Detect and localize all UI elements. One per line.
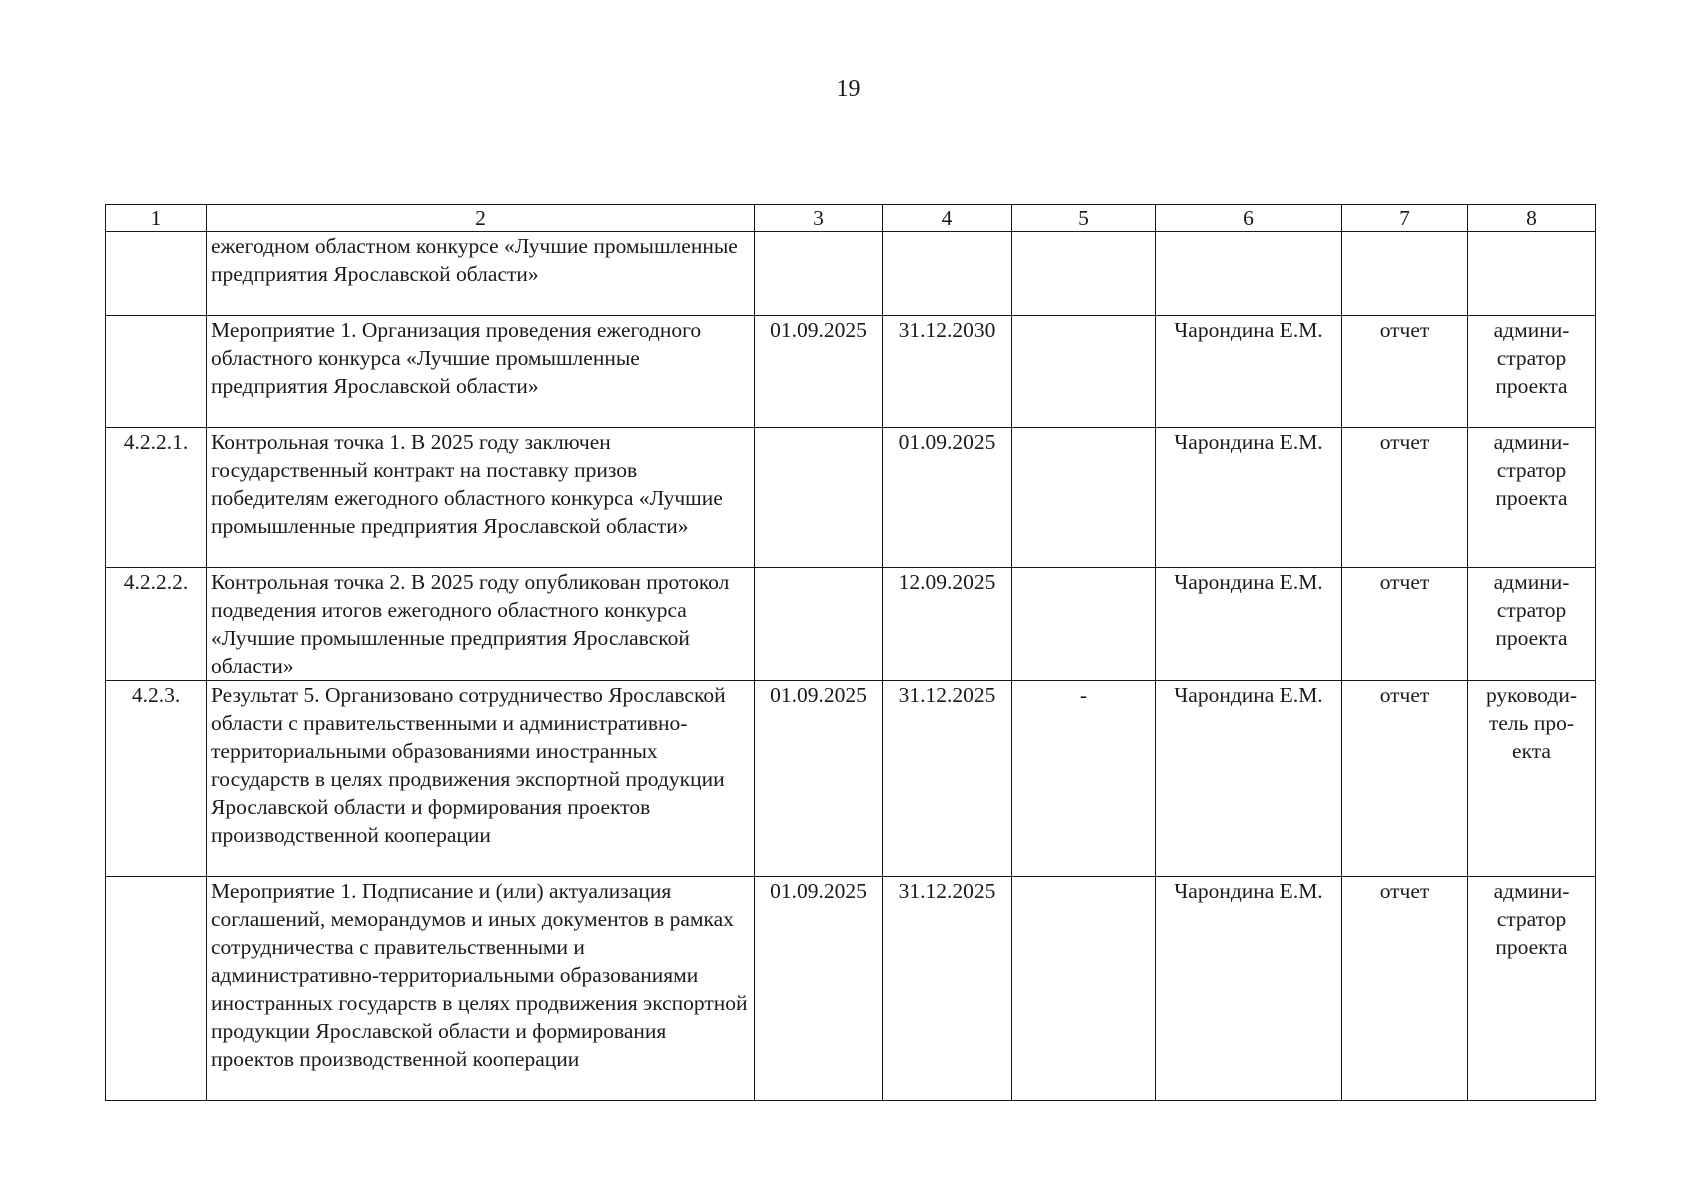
row-end-date-cell: 12.09.2025 [883,568,1012,681]
header-cell: 8 [1468,205,1596,232]
row-end-date-cell: 31.12.2025 [883,877,1012,1101]
row-description-cell: Результат 5. Организовано сотрудничество Ярославской области с правительственными и административно-территориальными образованиями иностранных государств в целях продвижения экспортной продукции Ярославской области и формирования проектов производственной кооперации [207,681,755,877]
row-number-cell: 4.2.2.1. [106,428,207,568]
row-role-cell: руководи- тель про- екта [1468,681,1596,877]
row-start-date-cell: 01.09.2025 [755,877,883,1101]
table-row [106,877,1596,1101]
row-number-cell: 4.2.3. [106,681,207,877]
row-document-cell [1342,232,1468,316]
row-start-date-cell [755,428,883,568]
row-role-cell: админи- стратор проекта [1468,568,1596,681]
row-document-cell: отчет [1342,877,1468,1101]
project-plan-table [105,204,1596,1101]
page-number: 19 [836,76,861,102]
row-description-cell: Мероприятие 1. Подписание и (или) актуализация соглашений, меморандумов и иных документов в рамках сотрудничества с правительственными и административно-территориальными образованиями иностранных государств в целях продвижения экспортной продукции Ярославской области и формирования проектов производственной кооперации [207,877,755,1101]
row-col5-cell [1012,232,1156,316]
row-start-date-cell [755,232,883,316]
row-document-cell: отчет [1342,428,1468,568]
row-description-cell: Контрольная точка 2. В 2025 году опубликован протокол подведения итогов ежегодного областного конкурса «Лучшие промышленные предприятия Ярославской области» [207,568,755,681]
row-end-date-cell: 31.12.2025 [883,681,1012,877]
row-end-date-cell: 01.09.2025 [883,428,1012,568]
row-start-date-cell: 01.09.2025 [755,681,883,877]
row-end-date-cell [883,232,1012,316]
table-header-row [106,205,1596,232]
row-number-cell [106,316,207,428]
row-responsible-cell: Чарондина Е.М. [1156,316,1342,428]
row-description-cell: Контрольная точка 1. В 2025 году заключен государственный контракт на поставку призов победителям ежегодного областного конкурса «Лучшие промышленные предприятия Ярославской области» [207,428,755,568]
row-number-cell [106,877,207,1101]
table-row [106,316,1596,428]
row-responsible-cell: Чарондина Е.М. [1156,877,1342,1101]
row-responsible-cell [1156,232,1342,316]
row-role-cell: админи- стратор проекта [1468,316,1596,428]
row-start-date-cell: 01.09.2025 [755,316,883,428]
row-responsible-cell: Чарондина Е.М. [1156,428,1342,568]
table-row [106,428,1596,568]
row-col5-cell [1012,568,1156,681]
header-cell: 1 [106,205,207,232]
header-cell: 7 [1342,205,1468,232]
row-document-cell: отчет [1342,316,1468,428]
header-cell: 4 [883,205,1012,232]
row-col5-cell: - [1012,681,1156,877]
row-col5-cell [1012,316,1156,428]
row-number-cell [106,232,207,316]
header-cell: 2 [207,205,755,232]
row-description-cell: Мероприятие 1. Организация проведения ежегодного областного конкурса «Лучшие промышленные предприятия Ярославской области» [207,316,755,428]
table-row [106,232,1596,316]
row-role-cell: админи- стратор проекта [1468,877,1596,1101]
table-row [106,681,1596,877]
row-document-cell: отчет [1342,568,1468,681]
row-number-cell: 4.2.2.2. [106,568,207,681]
row-end-date-cell: 31.12.2030 [883,316,1012,428]
header-cell: 5 [1012,205,1156,232]
row-description-cell: ежегодном областном конкурсе «Лучшие промышленные предприятия Ярославской области» [207,232,755,316]
row-col5-cell [1012,877,1156,1101]
row-role-cell [1468,232,1596,316]
table-row [106,568,1596,681]
row-responsible-cell: Чарондина Е.М. [1156,568,1342,681]
row-role-cell: админи- стратор проекта [1468,428,1596,568]
row-responsible-cell: Чарондина Е.М. [1156,681,1342,877]
header-cell: 6 [1156,205,1342,232]
row-start-date-cell [755,568,883,681]
header-cell: 3 [755,205,883,232]
row-col5-cell [1012,428,1156,568]
row-document-cell: отчет [1342,681,1468,877]
